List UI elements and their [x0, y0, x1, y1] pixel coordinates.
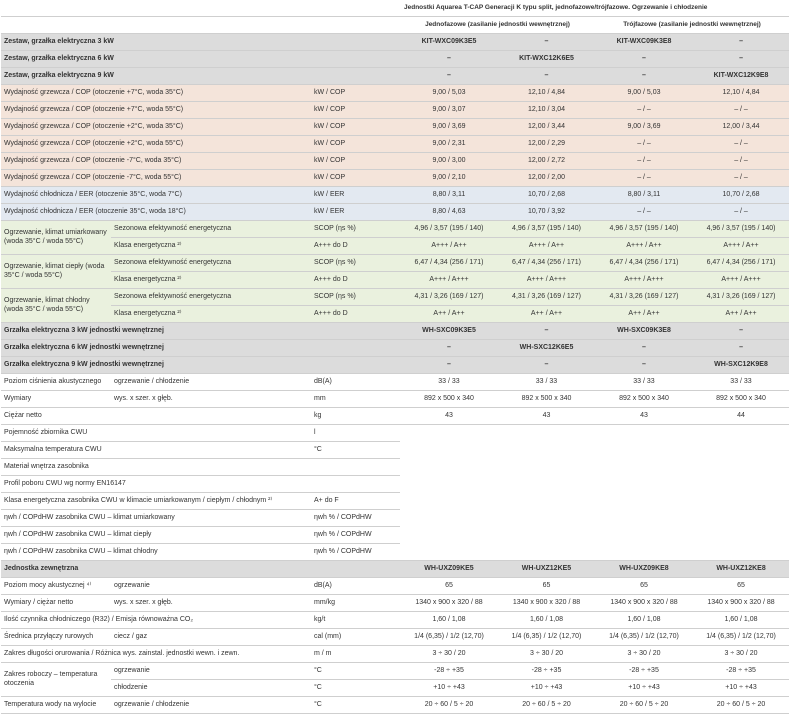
unit-cell: kW / COP: [311, 102, 400, 119]
value-cell: 1/4 (6,35) / 1/2 (12,70): [595, 629, 693, 646]
heater-row: [1, 340, 789, 357]
unit-cell: A+++ do D: [311, 306, 400, 323]
value-cell: –: [498, 323, 595, 340]
outdoor-row: [1, 646, 789, 663]
water-temp-row: [1, 697, 789, 714]
row-label: Wydajność grzewcza / COP (otoczenie -7°C, woda 55°C): [1, 170, 311, 187]
row-label: Temperatura wody na wylocie: [1, 697, 111, 714]
value-cell: 1/4 (6,35) / 1/2 (12,70): [400, 629, 498, 646]
value-cell: 6,47 / 4,34 (256 / 171): [693, 255, 789, 272]
tank-row: [1, 425, 789, 442]
row-label: ηwh / COPdHW zasobnika CWU – klimat chłodny: [1, 544, 311, 561]
header-spacer: [1, 0, 400, 17]
value-cell: –: [693, 323, 789, 340]
value-cell: 4,96 / 3,57 (195 / 140): [595, 221, 693, 238]
value-cell: WH-UXZ09KE5: [400, 561, 498, 578]
value-cell: 6,47 / 4,34 (256 / 171): [400, 255, 498, 272]
outdoor-row: [1, 612, 789, 629]
unit-cell: kW / EER: [311, 187, 400, 204]
value-cell: +10 ÷ +43: [498, 680, 595, 697]
value-cell: 6,47 / 4,34 (256 / 171): [498, 255, 595, 272]
row-label: Klasa energetyczna ²⁾: [111, 238, 311, 255]
row-label: ηwh / COPdHW zasobnika CWU – klimat umiarkowany: [1, 510, 311, 527]
value-cell: A+++ / A+++: [400, 272, 498, 289]
row-label: Wydajność grzewcza / COP (otoczenie +7°C, woda 55°C): [1, 102, 311, 119]
value-cell: 65: [693, 578, 789, 595]
value-cell: 9,00 / 2,10: [400, 170, 498, 187]
value-cell: 892 x 500 x 340: [693, 391, 789, 408]
unit-cell: kg: [311, 408, 400, 425]
value-cell: 20 ÷ 60 / 5 ÷ 20: [498, 697, 595, 714]
value-cell: 4,96 / 3,57 (195 / 140): [400, 221, 498, 238]
indoor-row: [1, 374, 789, 391]
value-cell: +10 ÷ +43: [400, 680, 498, 697]
heating-row: [1, 119, 789, 136]
value-cell: –: [498, 357, 595, 374]
value-cell: WH-SXC09K3E5: [400, 323, 498, 340]
value-cell: –: [400, 357, 498, 374]
value-cell: 65: [498, 578, 595, 595]
value-cell: KIT-WXC09K3E8: [595, 34, 693, 51]
value-cell: A++ / A++: [693, 306, 789, 323]
row-label: Sezonowa efektywność energetyczna: [111, 289, 311, 306]
kit-label: Zestaw, grzałka elektryczna 9 kW: [1, 68, 400, 85]
unit-cell: m / m: [311, 646, 400, 663]
seasonal-row: [1, 221, 789, 238]
value-cell: 1,60 / 1,08: [693, 612, 789, 629]
value-cell: 892 x 500 x 340: [595, 391, 693, 408]
heating-row: [1, 102, 789, 119]
sub-label: [111, 408, 311, 425]
row-label: Pojemność zbiornika CWU: [1, 425, 311, 442]
row-label: Wymiary / ciężar netto: [1, 595, 111, 612]
unit-cell: kW / COP: [311, 153, 400, 170]
value-cell: 4,31 / 3,26 (169 / 127): [498, 289, 595, 306]
value-cell: 4,31 / 3,26 (169 / 127): [400, 289, 498, 306]
value-cell: 6,47 / 4,34 (256 / 171): [595, 255, 693, 272]
value-cell: A+++ / A++: [498, 238, 595, 255]
row-label: Zakres długości orurowania / Różnica wys. zainstal. jednostki wewn. i zewn.: [1, 646, 311, 663]
kit-label: Zestaw, grzałka elektryczna 6 kW: [1, 51, 400, 68]
outdoor-row: [1, 629, 789, 646]
indoor-row: [1, 408, 789, 425]
value-cell: 1340 x 900 x 320 / 88: [693, 595, 789, 612]
value-cell: 12,00 / 3,44: [498, 119, 595, 136]
header-title-row: [1, 0, 789, 17]
sub-label: wys. x szer. x głęb.: [111, 391, 311, 408]
value-cell: – / –: [693, 204, 789, 221]
value-cell: 1340 x 900 x 320 / 88: [498, 595, 595, 612]
value-cell: 9,00 / 5,03: [400, 85, 498, 102]
unit-cell: dB(A): [311, 374, 400, 391]
row-label: Sezonowa efektywność energetyczna: [111, 255, 311, 272]
heating-row: [1, 170, 789, 187]
sub-label: ogrzewanie: [111, 663, 311, 680]
value-cell: 20 ÷ 60 / 5 ÷ 20: [595, 697, 693, 714]
row-label: Poziom ciśnienia akustycznego: [1, 374, 111, 391]
unit-cell: kW / COP: [311, 136, 400, 153]
row-label: Profil poboru CWU wg normy EN16147: [1, 476, 311, 493]
row-label: Wydajność grzewcza / COP (otoczenie +7°C, woda 35°C): [1, 85, 311, 102]
unit-cell: A+++ do D: [311, 272, 400, 289]
value-cell: – / –: [595, 136, 693, 153]
heating-row: [1, 153, 789, 170]
sub-label: ogrzewanie / chłodzenie: [111, 374, 311, 391]
row-label: Średnica przyłączy rurowych: [1, 629, 111, 646]
value-cell: 4,96 / 3,57 (195 / 140): [693, 221, 789, 238]
value-cell: –: [498, 34, 595, 51]
row-label: Poziom mocy akustycznej ⁴⁾: [1, 578, 111, 595]
value-cell: WH-SXC12K6E5: [498, 340, 595, 357]
value-cell: 12,10 / 4,84: [693, 85, 789, 102]
value-cell: –: [693, 51, 789, 68]
unit-cell: °C: [311, 697, 400, 714]
unit-cell: SCOP (ηs %): [311, 255, 400, 272]
spec-table: [1, 0, 789, 714]
climate-label: Ogrzewanie, klimat umiarkowany (woda 35°C / woda 55°C): [1, 221, 111, 255]
value-cell: 1340 x 900 x 320 / 88: [595, 595, 693, 612]
unit-cell: dB(A): [311, 578, 400, 595]
outdoor-header-row: [1, 561, 789, 578]
value-cell: WH-UXZ12KE5: [498, 561, 595, 578]
value-cell: WH-UXZ09KE8: [595, 561, 693, 578]
outdoor-label: Jednostka zewnętrzna: [1, 561, 400, 578]
row-label: Wydajność chłodnicza / EER (otoczenie 35°C, woda 7°C): [1, 187, 311, 204]
header-group-row: [1, 17, 789, 34]
value-cell: KIT-WXC12K6E5: [498, 51, 595, 68]
row-label: Wymiary: [1, 391, 111, 408]
value-cell: – / –: [693, 102, 789, 119]
value-cell: 9,00 / 5,03: [595, 85, 693, 102]
value-cell: – / –: [595, 153, 693, 170]
value-cell: 3 ÷ 30 / 20: [498, 646, 595, 663]
value-cell: 8,80 / 3,11: [595, 187, 693, 204]
value-cell: A+++ / A+++: [498, 272, 595, 289]
value-cell: 43: [400, 408, 498, 425]
climate-label: Ogrzewanie, klimat ciepły (woda 35°C / woda 55°C): [1, 255, 111, 289]
value-cell: 9,00 / 3,07: [400, 102, 498, 119]
unit-cell: kW / COP: [311, 119, 400, 136]
value-cell: WH-SXC12K9E8: [693, 357, 789, 374]
value-cell: 1,60 / 1,08: [400, 612, 498, 629]
value-cell: A++ / A++: [595, 306, 693, 323]
value-cell: 8,80 / 3,11: [400, 187, 498, 204]
seasonal-row: [1, 238, 789, 255]
value-cell: WH-SXC09K3E8: [595, 323, 693, 340]
value-cell: 43: [498, 408, 595, 425]
seasonal-row: [1, 306, 789, 323]
value-cell: 3 ÷ 30 / 20: [693, 646, 789, 663]
climate-label: Ogrzewanie, klimat chłodny (woda 35°C / woda 55°C): [1, 289, 111, 323]
unit-cell: °C: [311, 442, 400, 459]
unit-cell: cal (mm): [311, 629, 400, 646]
value-cell: –: [400, 51, 498, 68]
kit-row: [1, 51, 789, 68]
value-cell: 4,31 / 3,26 (169 / 127): [595, 289, 693, 306]
table-title: Jednostki Aquarea T-CAP Generacji K typu split, jednofazowe/trójfazowe. Ogrzewanie i chłodzenie: [400, 0, 789, 17]
value-cell: 20 ÷ 60 / 5 ÷ 20: [693, 697, 789, 714]
value-cell: 33 / 33: [498, 374, 595, 391]
value-cell: – / –: [595, 204, 693, 221]
value-cell: –: [595, 357, 693, 374]
heater-label: Grzałka elektryczna 6 kW jednostki wewnętrznej: [1, 340, 400, 357]
value-cell: –: [693, 340, 789, 357]
sub-label: chłodzenie: [111, 680, 311, 697]
unit-cell: mm/kg: [311, 595, 400, 612]
cooling-row: [1, 204, 789, 221]
value-cell: KIT-WXC12K9E8: [693, 68, 789, 85]
value-cell: 9,00 / 3,69: [595, 119, 693, 136]
unit-cell: ηwh % / COPdHW: [311, 527, 400, 544]
seasonal-row: [1, 272, 789, 289]
value-cell: 4,96 / 3,57 (195 / 140): [498, 221, 595, 238]
value-cell: 12,00 / 2,00: [498, 170, 595, 187]
unit-cell: °C: [311, 680, 400, 697]
value-cell: 3 ÷ 30 / 20: [595, 646, 693, 663]
value-cell: A+++ / A++: [400, 238, 498, 255]
value-cell: –: [595, 340, 693, 357]
group-single-phase: Jednofazowe (zasilanie jednostki wewnętrznej): [400, 17, 595, 34]
sub-label: ogrzewanie: [111, 578, 311, 595]
value-cell: 3 ÷ 30 / 20: [400, 646, 498, 663]
value-cell: A++ / A++: [498, 306, 595, 323]
seasonal-row: [1, 289, 789, 306]
value-cell: – / –: [693, 153, 789, 170]
unit-cell: [311, 459, 400, 476]
cooling-row: [1, 187, 789, 204]
value-cell: 33 / 33: [693, 374, 789, 391]
value-cell: 33 / 33: [400, 374, 498, 391]
value-cell: -28 ÷ +35: [595, 663, 693, 680]
value-cell: –: [693, 34, 789, 51]
value-cell: 1,60 / 1,08: [595, 612, 693, 629]
value-cell: A+++ / A++: [693, 238, 789, 255]
value-cell: –: [595, 68, 693, 85]
value-cell: KIT-WXC09K3E5: [400, 34, 498, 51]
kit-label: Zestaw, grzałka elektryczna 3 kW: [1, 34, 400, 51]
heating-row: [1, 136, 789, 153]
row-label: Ilość czynnika chłodniczego (R32) / Emisja równoważna CO₂: [1, 612, 311, 629]
value-cell: –: [400, 68, 498, 85]
value-cell: – / –: [595, 102, 693, 119]
value-cell: WH-UXZ12KE8: [693, 561, 789, 578]
unit-cell: A+++ do D: [311, 238, 400, 255]
value-cell: –: [498, 68, 595, 85]
tank-note-placeholder: Dane orientacyjne: [400, 425, 789, 561]
row-label: Wydajność grzewcza / COP (otoczenie +2°C, woda 55°C): [1, 136, 311, 153]
unit-cell: mm: [311, 391, 400, 408]
value-cell: 12,10 / 3,04: [498, 102, 595, 119]
value-cell: 1/4 (6,35) / 1/2 (12,70): [498, 629, 595, 646]
unit-cell: [311, 476, 400, 493]
kit-row: [1, 34, 789, 51]
row-label: Ciężar netto: [1, 408, 111, 425]
seasonal-row: [1, 255, 789, 272]
value-cell: 44: [693, 408, 789, 425]
unit-cell: l: [311, 425, 400, 442]
value-cell: 43: [595, 408, 693, 425]
row-label: ηwh / COPdHW zasobnika CWU – klimat ciepły: [1, 527, 311, 544]
sub-label: ciecz / gaz: [111, 629, 311, 646]
operating-range-row: [1, 680, 789, 697]
value-cell: 12,00 / 2,72: [498, 153, 595, 170]
value-cell: 892 x 500 x 340: [400, 391, 498, 408]
sub-label: ogrzewanie / chłodzenie: [111, 697, 311, 714]
value-cell: A++ / A++: [400, 306, 498, 323]
row-label: Klasa energetyczna zasobnika CWU w klimacie umiarkowanym / ciepłym / chłodnym ²⁾: [1, 493, 311, 510]
unit-cell: kW / EER: [311, 204, 400, 221]
value-cell: +10 ÷ +43: [693, 680, 789, 697]
value-cell: – / –: [595, 170, 693, 187]
heater-label: Grzałka elektryczna 9 kW jednostki wewnętrznej: [1, 357, 400, 374]
operating-range-row: [1, 663, 789, 680]
outdoor-row: [1, 595, 789, 612]
value-cell: 65: [400, 578, 498, 595]
value-cell: 8,80 / 4,63: [400, 204, 498, 221]
row-label: Klasa energetyczna ²⁾: [111, 272, 311, 289]
value-cell: – / –: [693, 136, 789, 153]
unit-cell: A+ do F: [311, 493, 400, 510]
heater-row: [1, 357, 789, 374]
row-label: Materiał wnętrza zasobnika: [1, 459, 311, 476]
value-cell: -28 ÷ +35: [693, 663, 789, 680]
row-label: Maksymalna temperatura CWU: [1, 442, 311, 459]
value-cell: -28 ÷ +35: [400, 663, 498, 680]
value-cell: 10,70 / 2,68: [693, 187, 789, 204]
outdoor-row: [1, 578, 789, 595]
unit-cell: °C: [311, 663, 400, 680]
row-label: Klasa energetyczna ²⁾: [111, 306, 311, 323]
heater-row: [1, 323, 789, 340]
indoor-row: [1, 391, 789, 408]
value-cell: 9,00 / 2,31: [400, 136, 498, 153]
value-cell: -28 ÷ +35: [498, 663, 595, 680]
value-cell: 12,00 / 2,29: [498, 136, 595, 153]
row-label: Wydajność grzewcza / COP (otoczenie -7°C, woda 35°C): [1, 153, 311, 170]
value-cell: 20 ÷ 60 / 5 ÷ 20: [400, 697, 498, 714]
kit-row: [1, 68, 789, 85]
unit-cell: SCOP (ηs %): [311, 221, 400, 238]
value-cell: 9,00 / 3,00: [400, 153, 498, 170]
value-cell: 10,70 / 2,68: [498, 187, 595, 204]
heater-label: Grzałka elektryczna 3 kW jednostki wewnętrznej: [1, 323, 400, 340]
value-cell: A+++ / A++: [595, 238, 693, 255]
spec-table-body: [1, 0, 789, 714]
value-cell: –: [400, 340, 498, 357]
value-cell: 1340 x 900 x 320 / 88: [400, 595, 498, 612]
value-cell: 9,00 / 3,69: [400, 119, 498, 136]
value-cell: 892 x 500 x 340: [498, 391, 595, 408]
sub-label: wys. x szer. x głęb.: [111, 595, 311, 612]
value-cell: A+++ / A+++: [595, 272, 693, 289]
unit-cell: ηwh % / COPdHW: [311, 510, 400, 527]
row-label: Sezonowa efektywność energetyczna: [111, 221, 311, 238]
value-cell: +10 ÷ +43: [595, 680, 693, 697]
value-cell: 33 / 33: [595, 374, 693, 391]
value-cell: 12,10 / 4,84: [498, 85, 595, 102]
unit-cell: ηwh % / COPdHW: [311, 544, 400, 561]
unit-cell: SCOP (ηs %): [311, 289, 400, 306]
unit-cell: kg/t: [311, 612, 400, 629]
row-label: Wydajność chłodnicza / EER (otoczenie 35°C, woda 18°C): [1, 204, 311, 221]
value-cell: 10,70 / 3,92: [498, 204, 595, 221]
header-spacer: [1, 17, 400, 34]
unit-cell: kW / COP: [311, 85, 400, 102]
value-cell: 1/4 (6,35) / 1/2 (12,70): [693, 629, 789, 646]
value-cell: 12,00 / 3,44: [693, 119, 789, 136]
value-cell: 4,31 / 3,26 (169 / 127): [693, 289, 789, 306]
row-label: Wydajność grzewcza / COP (otoczenie +2°C, woda 35°C): [1, 119, 311, 136]
value-cell: – / –: [693, 170, 789, 187]
group-three-phase: Trójfazowe (zasilanie jednostki wewnętrznej): [595, 17, 789, 34]
heating-row: [1, 85, 789, 102]
range-label: Zakres roboczy – temperatura otoczenia: [1, 663, 111, 697]
unit-cell: kW / COP: [311, 170, 400, 187]
value-cell: 65: [595, 578, 693, 595]
value-cell: A+++ / A+++: [693, 272, 789, 289]
value-cell: –: [595, 51, 693, 68]
value-cell: 1,60 / 1,08: [498, 612, 595, 629]
